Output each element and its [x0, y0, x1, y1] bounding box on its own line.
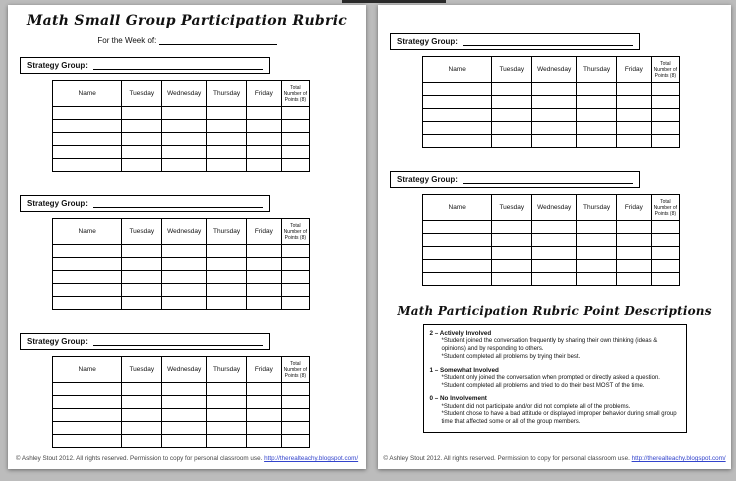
empty-cell: [207, 271, 247, 284]
empty-cell: [492, 122, 532, 135]
table-empty-row: [53, 133, 310, 146]
empty-cell: [53, 159, 122, 172]
empty-cell: [162, 422, 207, 435]
table-empty-row: [53, 107, 310, 120]
empty-cell: [281, 107, 309, 120]
empty-cell: [53, 271, 122, 284]
empty-cell: [651, 122, 679, 135]
table-empty-row: [53, 146, 310, 159]
table-empty-row: [53, 396, 310, 409]
table-empty-row: [53, 422, 310, 435]
empty-cell: [162, 297, 207, 310]
empty-cell: [617, 247, 652, 260]
empty-cell: [122, 107, 162, 120]
table-empty-row: [423, 260, 680, 273]
table-empty-row: [423, 135, 680, 148]
strategy-group-blank-line: [463, 37, 633, 46]
description-line: *Student did not participate and/or did not complete all of the problems.: [441, 403, 631, 410]
strategy-group-label: Strategy Group:: [397, 175, 458, 184]
header-friday: Friday: [247, 81, 282, 107]
empty-cell: [247, 284, 282, 297]
empty-cell: [492, 221, 532, 234]
strategy-group-section-5: [378, 171, 731, 286]
table-empty-row: [423, 221, 680, 234]
empty-cell: [53, 146, 122, 159]
empty-cell: [53, 284, 122, 297]
empty-cell: [53, 409, 122, 422]
strategy-group-box: [390, 171, 640, 188]
table-empty-row: [53, 409, 310, 422]
empty-cell: [281, 435, 309, 448]
empty-cell: [281, 133, 309, 146]
empty-cell: [281, 297, 309, 310]
header-friday: Friday: [247, 357, 282, 383]
empty-cell: [651, 109, 679, 122]
table-empty-row: [53, 271, 310, 284]
description-line: *Student chose to have a bad attitude or displayed improper behavior during small group time that affected some or all of the group members.: [441, 411, 677, 426]
empty-cell: [281, 120, 309, 133]
empty-cell: [492, 247, 532, 260]
empty-cell: [122, 409, 162, 422]
empty-cell: [577, 260, 617, 273]
empty-cell: [651, 221, 679, 234]
empty-cell: [247, 107, 282, 120]
empty-cell: [122, 245, 162, 258]
empty-cell: [247, 422, 282, 435]
empty-cell: [423, 135, 492, 148]
table-empty-row: [53, 435, 310, 448]
empty-cell: [207, 422, 247, 435]
table-empty-row: [53, 258, 310, 271]
empty-cell: [423, 234, 492, 247]
empty-cell: [492, 96, 532, 109]
table-empty-row: [423, 234, 680, 247]
table-empty-row: [423, 122, 680, 135]
empty-cell: [162, 120, 207, 133]
empty-cell: [617, 135, 652, 148]
empty-cell: [53, 422, 122, 435]
top-edge-artifact: [342, 0, 446, 3]
empty-cell: [532, 234, 577, 247]
empty-cell: [207, 159, 247, 172]
empty-cell: [532, 83, 577, 96]
empty-cell: [423, 273, 492, 286]
description-heading: 2 – Actively Involved: [429, 330, 492, 337]
empty-cell: [577, 96, 617, 109]
empty-cell: [423, 260, 492, 273]
empty-cell: [207, 120, 247, 133]
strategy-group-label: Strategy Group:: [27, 337, 88, 346]
empty-cell: [247, 258, 282, 271]
point-descriptions-box: [423, 324, 687, 433]
empty-cell: [651, 96, 679, 109]
table-empty-row: [53, 383, 310, 396]
header-thursday: Thursday: [207, 357, 247, 383]
empty-cell: [617, 273, 652, 286]
empty-cell: [207, 107, 247, 120]
empty-cell: [247, 383, 282, 396]
rubric-table-4: [422, 56, 680, 148]
empty-cell: [651, 260, 679, 273]
empty-cell: [53, 133, 122, 146]
table-empty-row: [423, 96, 680, 109]
empty-cell: [53, 383, 122, 396]
empty-cell: [122, 383, 162, 396]
table-empty-row: [423, 83, 680, 96]
page-footer: [378, 455, 731, 462]
empty-cell: [122, 120, 162, 133]
empty-cell: [207, 383, 247, 396]
empty-cell: [122, 422, 162, 435]
empty-cell: [577, 234, 617, 247]
header-name: Name: [423, 195, 492, 221]
empty-cell: [577, 221, 617, 234]
description-entry-0: [430, 395, 680, 427]
table-empty-row: [53, 297, 310, 310]
empty-cell: [651, 273, 679, 286]
rubric-table-1: [52, 80, 310, 172]
strategy-group-blank-line: [463, 175, 633, 184]
header-total-points: Total Number of Points (8): [281, 219, 309, 245]
empty-cell: [577, 247, 617, 260]
empty-cell: [492, 135, 532, 148]
empty-cell: [53, 258, 122, 271]
page-title: Math Small Group Participation Rubric: [26, 13, 348, 29]
empty-cell: [492, 273, 532, 286]
empty-cell: [651, 83, 679, 96]
empty-cell: [162, 409, 207, 422]
empty-cell: [247, 396, 282, 409]
description-line: *Student joined the conversation frequently by sharing their own thinking (ideas & opinions) and by responding to others.: [441, 338, 658, 352]
header-tuesday: Tuesday: [492, 195, 532, 221]
empty-cell: [423, 109, 492, 122]
empty-cell: [247, 159, 282, 172]
empty-cell: [122, 133, 162, 146]
rubric-table-5: [422, 194, 680, 286]
footer-link[interactable]: http://therealteachy.blogspot.com/: [631, 455, 726, 462]
empty-cell: [247, 120, 282, 133]
empty-cell: [207, 396, 247, 409]
header-friday: Friday: [247, 219, 282, 245]
empty-cell: [247, 146, 282, 159]
strategy-group-box: [20, 57, 270, 74]
header-wednesday: Wednesday: [162, 357, 207, 383]
empty-cell: [281, 245, 309, 258]
empty-cell: [122, 146, 162, 159]
empty-cell: [207, 409, 247, 422]
empty-cell: [651, 135, 679, 148]
rubric-table-2: [52, 218, 310, 310]
empty-cell: [423, 83, 492, 96]
header-thursday: Thursday: [577, 57, 617, 83]
strategy-group-box: [20, 195, 270, 212]
empty-cell: [122, 271, 162, 284]
empty-cell: [577, 135, 617, 148]
copyright-text: © Ashley Stout 2012. All rights reserved. Permission to copy for personal classroom use.: [383, 455, 630, 462]
header-tuesday: Tuesday: [122, 81, 162, 107]
table-header-row: [423, 195, 680, 221]
empty-cell: [247, 271, 282, 284]
table-empty-row: [53, 159, 310, 172]
header-friday: Friday: [617, 57, 652, 83]
empty-cell: [122, 435, 162, 448]
table-empty-row: [423, 247, 680, 260]
empty-cell: [281, 284, 309, 297]
empty-cell: [207, 245, 247, 258]
header-total-points: Total Number of Points (8): [651, 57, 679, 83]
table-empty-row: [53, 245, 310, 258]
empty-cell: [122, 284, 162, 297]
empty-cell: [53, 297, 122, 310]
header-thursday: Thursday: [207, 219, 247, 245]
description-heading: 0 – No Involvement: [429, 395, 487, 403]
empty-cell: [577, 122, 617, 135]
empty-cell: [53, 396, 122, 409]
empty-cell: [207, 258, 247, 271]
empty-cell: [162, 107, 207, 120]
rubric-table-3: [52, 356, 310, 448]
table-empty-row: [53, 284, 310, 297]
empty-cell: [617, 260, 652, 273]
description-entry-1: [430, 367, 680, 391]
strategy-group-box: [390, 33, 640, 50]
empty-cell: [651, 234, 679, 247]
header-wednesday: Wednesday: [532, 195, 577, 221]
empty-cell: [423, 96, 492, 109]
empty-cell: [532, 135, 577, 148]
empty-cell: [492, 260, 532, 273]
empty-cell: [532, 122, 577, 135]
empty-cell: [207, 297, 247, 310]
empty-cell: [247, 409, 282, 422]
empty-cell: [162, 258, 207, 271]
empty-cell: [53, 245, 122, 258]
week-of-blank-line: [159, 37, 277, 45]
table-empty-row: [53, 120, 310, 133]
table-header-row: [53, 357, 310, 383]
empty-cell: [207, 133, 247, 146]
empty-cell: [651, 247, 679, 260]
empty-cell: [207, 435, 247, 448]
empty-cell: [281, 422, 309, 435]
empty-cell: [281, 271, 309, 284]
empty-cell: [532, 109, 577, 122]
empty-cell: [53, 107, 122, 120]
empty-cell: [532, 96, 577, 109]
empty-cell: [492, 234, 532, 247]
empty-cell: [617, 221, 652, 234]
page-left: [8, 5, 366, 469]
empty-cell: [162, 245, 207, 258]
header-name: Name: [423, 57, 492, 83]
header-tuesday: Tuesday: [122, 219, 162, 245]
header-thursday: Thursday: [577, 195, 617, 221]
empty-cell: [281, 146, 309, 159]
descriptions-title: Math Participation Rubric Point Descriptions: [397, 304, 712, 318]
empty-cell: [617, 122, 652, 135]
empty-cell: [247, 435, 282, 448]
empty-cell: [122, 297, 162, 310]
page-footer: [8, 455, 366, 462]
strategy-group-section-3: [8, 333, 366, 448]
empty-cell: [617, 109, 652, 122]
strategy-group-section-1: [8, 57, 366, 172]
header-total-points: Total Number of Points (8): [281, 357, 309, 383]
header-tuesday: Tuesday: [122, 357, 162, 383]
empty-cell: [53, 120, 122, 133]
empty-cell: [281, 383, 309, 396]
table-header-row: [53, 219, 310, 245]
empty-cell: [577, 83, 617, 96]
header-total-points: Total Number of Points (8): [281, 81, 309, 107]
strategy-group-blank-line: [93, 61, 263, 70]
header-name: Name: [53, 357, 122, 383]
footer-link[interactable]: http://therealteachy.blogspot.com/: [264, 455, 359, 462]
empty-cell: [532, 221, 577, 234]
empty-cell: [423, 247, 492, 260]
empty-cell: [122, 258, 162, 271]
empty-cell: [162, 146, 207, 159]
empty-cell: [122, 159, 162, 172]
empty-cell: [617, 83, 652, 96]
empty-cell: [207, 146, 247, 159]
empty-cell: [162, 271, 207, 284]
empty-cell: [162, 133, 207, 146]
empty-cell: [492, 83, 532, 96]
table-empty-row: [423, 109, 680, 122]
empty-cell: [423, 221, 492, 234]
empty-cell: [281, 396, 309, 409]
strategy-group-blank-line: [93, 199, 263, 208]
description-heading: 1 – Somewhat Involved: [429, 366, 499, 374]
empty-cell: [247, 133, 282, 146]
empty-cell: [247, 245, 282, 258]
empty-cell: [247, 297, 282, 310]
empty-cell: [162, 383, 207, 396]
week-of-line: [8, 36, 366, 45]
empty-cell: [577, 109, 617, 122]
strategy-group-section-2: [8, 195, 366, 310]
empty-cell: [162, 435, 207, 448]
page-right: [378, 5, 731, 469]
copyright-text: © Ashley Stout 2012. All rights reserved. Permission to copy for personal classroom use.: [15, 455, 263, 462]
description-line: *Student completed all problems by trying their best.: [441, 353, 581, 360]
week-of-label: For the Week of:: [97, 36, 157, 45]
header-wednesday: Wednesday: [532, 57, 577, 83]
strategy-group-section-4: [378, 33, 731, 148]
strategy-group-label: Strategy Group:: [27, 199, 88, 208]
description-line: *Student only joined the conversation when prompted or directly asked a question.: [441, 374, 660, 381]
header-thursday: Thursday: [207, 81, 247, 107]
empty-cell: [617, 96, 652, 109]
header-wednesday: Wednesday: [162, 81, 207, 107]
empty-cell: [532, 260, 577, 273]
table-header-row: [53, 81, 310, 107]
header-name: Name: [53, 219, 122, 245]
strategy-group-blank-line: [93, 337, 263, 346]
empty-cell: [122, 396, 162, 409]
empty-cell: [492, 109, 532, 122]
table-empty-row: [423, 273, 680, 286]
strategy-group-label: Strategy Group:: [397, 37, 458, 46]
empty-cell: [423, 122, 492, 135]
empty-cell: [577, 273, 617, 286]
header-friday: Friday: [617, 195, 652, 221]
description-line: *Student completed all problems and tried to do their best MOST of the time.: [441, 382, 645, 389]
empty-cell: [162, 284, 207, 297]
empty-cell: [162, 159, 207, 172]
header-wednesday: Wednesday: [162, 219, 207, 245]
header-tuesday: Tuesday: [492, 57, 532, 83]
empty-cell: [281, 258, 309, 271]
empty-cell: [532, 273, 577, 286]
header-total-points: Total Number of Points (8): [651, 195, 679, 221]
header-name: Name: [53, 81, 122, 107]
empty-cell: [532, 247, 577, 260]
empty-cell: [207, 284, 247, 297]
empty-cell: [281, 409, 309, 422]
empty-cell: [162, 396, 207, 409]
description-entry-2: [430, 330, 680, 362]
strategy-group-box: [20, 333, 270, 350]
empty-cell: [617, 234, 652, 247]
table-header-row: [423, 57, 680, 83]
empty-cell: [281, 159, 309, 172]
empty-cell: [53, 435, 122, 448]
strategy-group-label: Strategy Group:: [27, 61, 88, 70]
